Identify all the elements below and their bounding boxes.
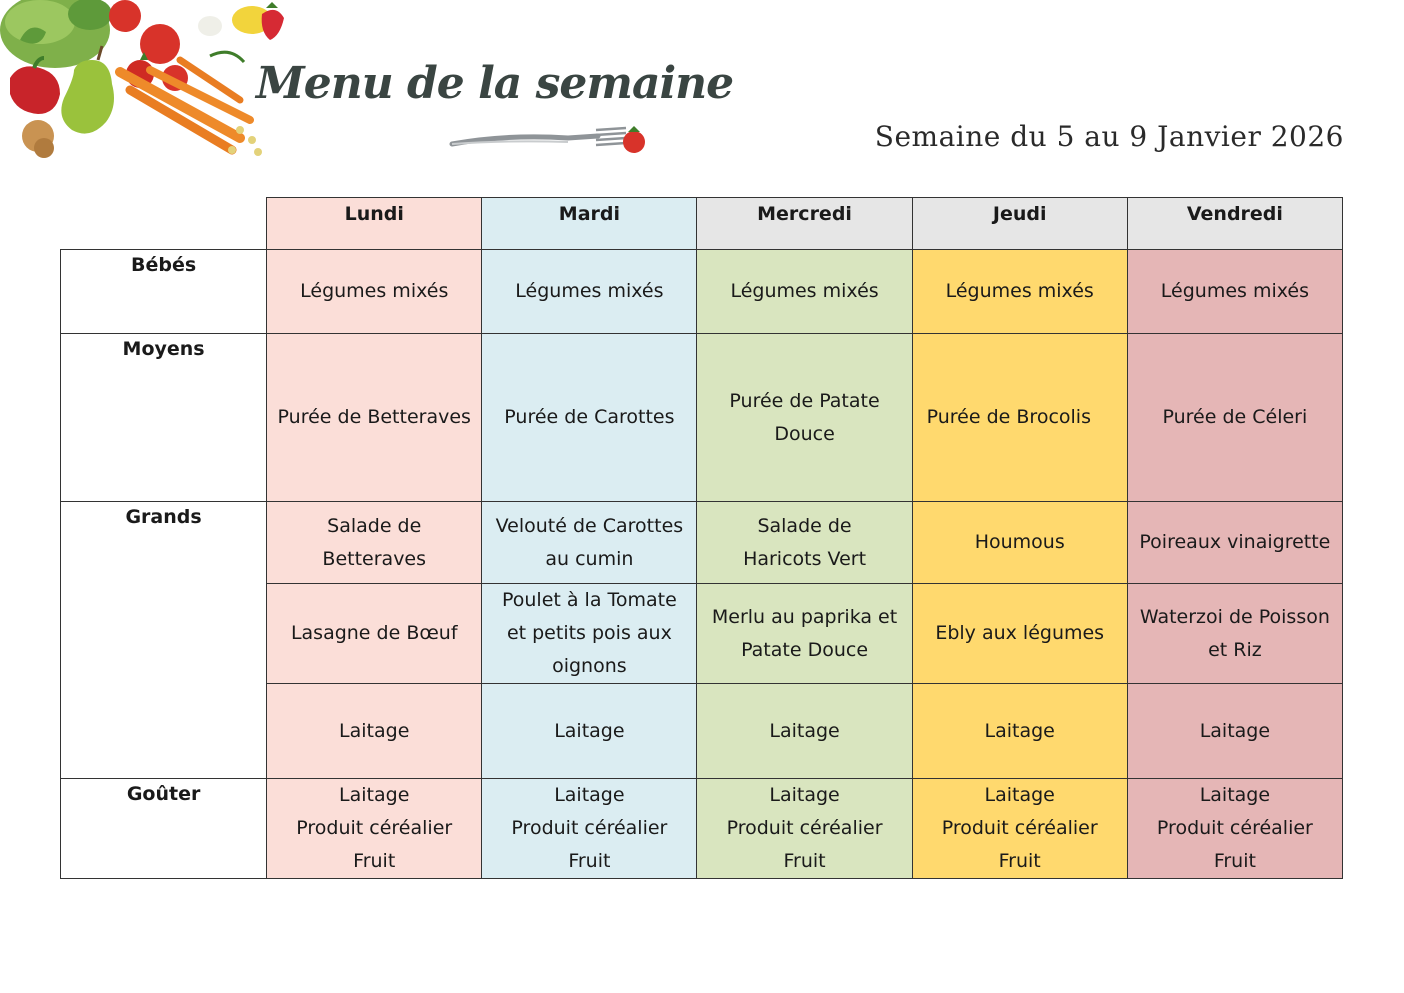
grands-plat-lundi: Lasagne de Bœuf (267, 584, 482, 684)
gouter-line-fruit: Fruit (783, 850, 826, 872)
row-bebes (61, 250, 1343, 334)
bebes-jeudi: Légumes mixés (912, 250, 1127, 334)
gouter-line-cereale: Produit céréalier (941, 817, 1098, 839)
gouter-line-fruit: Fruit (353, 850, 396, 872)
week-date-range: Semaine du 5 au 9 Janvier 2026 (874, 120, 1344, 153)
moyens-jeudi: Purée de Brocolis (912, 334, 1127, 502)
fork-tomato-icon (448, 120, 648, 160)
gouter-line-laitage: Laitage (1199, 784, 1271, 806)
grands-entree-mercredi: Salade de Haricots Vert (697, 502, 912, 584)
gouter-line-laitage: Laitage (769, 784, 840, 806)
bebes-vendredi: Légumes mixés (1127, 250, 1342, 334)
gouter-line-fruit: Fruit (568, 850, 611, 872)
gouter-line-cereale: Produit céréalier (726, 817, 883, 839)
row-label-grands: Grands (61, 502, 267, 779)
day-header-lundi: Lundi (267, 198, 482, 250)
row-moyens (61, 334, 1343, 502)
gouter-mercredi (697, 779, 912, 879)
gouter-line-laitage: Laitage (984, 784, 1055, 806)
day-header-row (61, 198, 1343, 250)
row-label-gouter: Goûter (61, 779, 267, 879)
grands-dessert-mercredi: Laitage (697, 684, 912, 779)
gouter-lundi (267, 779, 482, 879)
gouter-jeudi (912, 779, 1127, 879)
gouter-mardi (482, 779, 697, 879)
row-label-bebes: Bébés (61, 250, 267, 334)
grands-dessert-vendredi: Laitage (1127, 684, 1342, 779)
moyens-vendredi: Purée de Céleri (1127, 334, 1342, 502)
day-header-mardi: Mardi (482, 198, 697, 250)
moyens-lundi: Purée de Betteraves (267, 334, 482, 502)
grands-plat-jeudi: Ebly aux légumes (912, 584, 1127, 684)
grands-plat-mardi: Poulet à la Tomate et petits pois aux oignons (482, 584, 697, 684)
page-title: Menu de la semaine (256, 58, 734, 109)
day-header-vendredi: Vendredi (1127, 198, 1342, 250)
gouter-line-laitage: Laitage (339, 784, 410, 806)
day-header-jeudi: Jeudi (912, 198, 1127, 250)
bebes-mercredi: Légumes mixés (697, 250, 912, 334)
gouter-vendredi (1127, 779, 1342, 879)
gouter-line-cereale: Produit céréalier (1156, 817, 1313, 839)
gouter-line-laitage: Laitage (554, 784, 625, 806)
gouter-line-cereale: Produit céréalier (511, 817, 668, 839)
corner-cell (61, 198, 267, 250)
day-header-mercredi: Mercredi (697, 198, 912, 250)
grands-entree-lundi: Salade de Betteraves (267, 502, 482, 584)
grands-dessert-lundi: Laitage (267, 684, 482, 779)
grands-entree-mardi: Velouté de Carottes au cumin (482, 502, 697, 584)
row-grands-entree (61, 502, 1343, 584)
grands-plat-mercredi: Merlu au paprika et Patate Douce (697, 584, 912, 684)
gouter-line-cereale: Produit céréalier (296, 817, 453, 839)
grands-dessert-mardi: Laitage (482, 684, 697, 779)
gouter-line-fruit: Fruit (998, 850, 1041, 872)
grands-entree-vendredi: Poireaux vinaigrette (1127, 502, 1342, 584)
row-label-moyens: Moyens (61, 334, 267, 502)
moyens-mardi: Purée de Carottes (482, 334, 697, 502)
moyens-mercredi: Purée de Patate Douce (697, 334, 912, 502)
vegetables-illustration (0, 0, 300, 170)
grands-plat-vendredi: Waterzoi de Poisson et Riz (1127, 584, 1342, 684)
menu-table (60, 197, 1343, 879)
bebes-lundi: Légumes mixés (267, 250, 482, 334)
gouter-line-fruit: Fruit (1213, 850, 1256, 872)
grands-entree-jeudi: Houmous (912, 502, 1127, 584)
bebes-mardi: Légumes mixés (482, 250, 697, 334)
grands-dessert-jeudi: Laitage (912, 684, 1127, 779)
row-gouter (61, 779, 1343, 879)
